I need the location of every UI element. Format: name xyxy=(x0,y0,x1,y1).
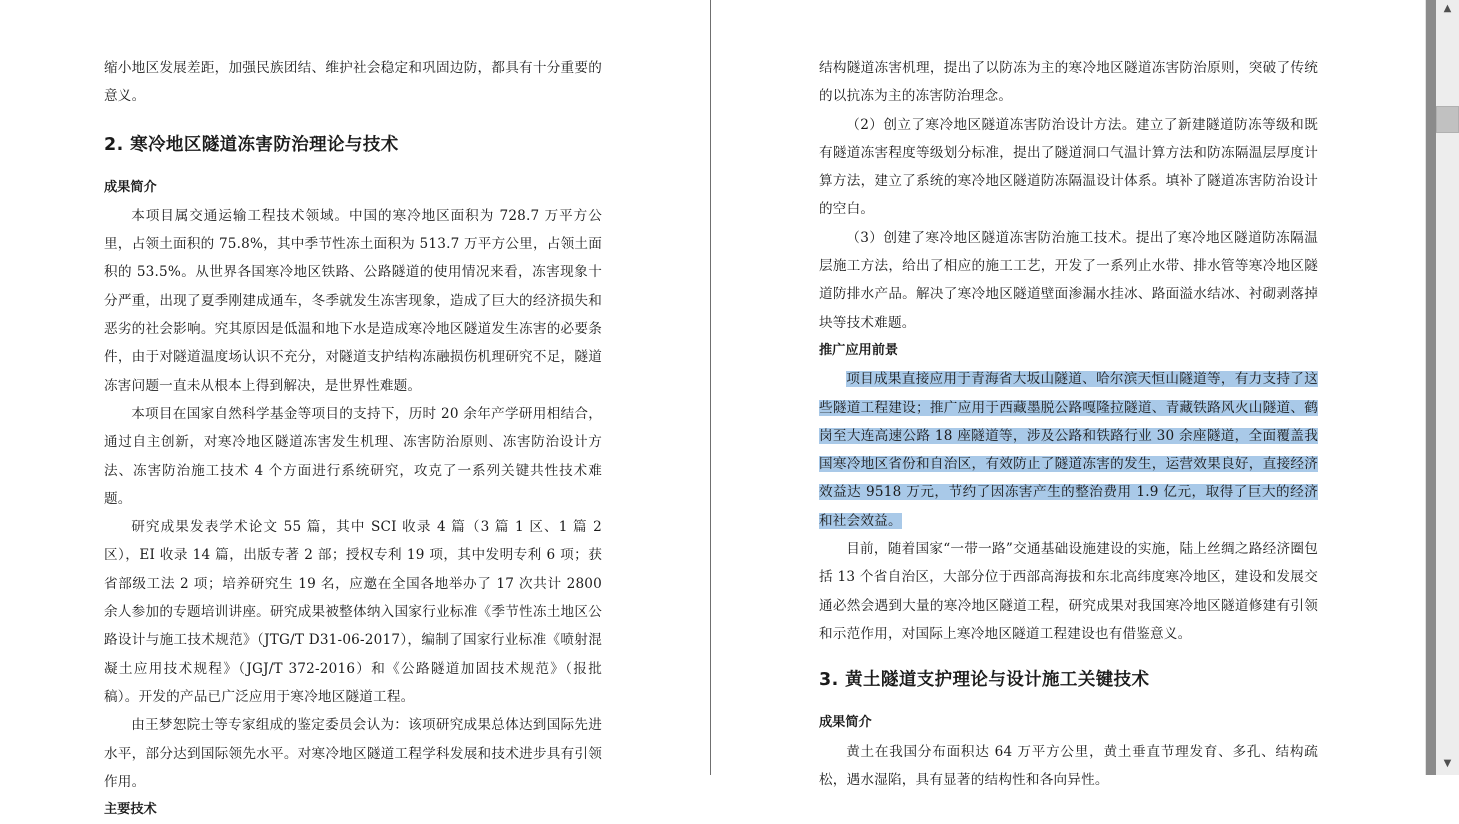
paragraph: 本项目在国家自然科学基金等项目的支持下，历时 20 余年产学研用相结合，通过自主创新，对寒冷地区隧道冻害发生机理、冻害防治原则、冻害防治设计方法、冻害防治施工技术 4 个方面进行系统研究，攻克了一系列关键共性技术难题。 xyxy=(104,405,602,507)
paragraph: （2）创立了寒冷地区隧道冻害防治设计方法。建立了新建隧道防冻等级和既有隧道冻害程度等级划分标准，提出了隧道洞口气温计算方法和防冻隔温层厚度计算方法，建立了系统的寒冷地区隧道防冻隔温设计体系。填补了隧道冻害防治设计的空白。 xyxy=(819,116,1318,218)
subheading: 主要技术 xyxy=(104,802,157,818)
right-page xyxy=(711,0,1425,788)
scrollbar-thumb[interactable] xyxy=(1436,106,1459,133)
paragraph: 缩小地区发展差距，加强民族团结、维护社会稳定和巩固边防，都具有十分重要的意义。 xyxy=(104,60,602,105)
subheading: 成果简介 xyxy=(104,179,157,195)
paragraph: 研究成果发表学术论文 55 篇，其中 SCI 收录 4 篇（3 篇 1 区、1 篇 2 区），EI 收录 14 篇，出版专著 2 部；授权专利 19 项，其中发明专利 6 项；获省部级工法 2 项；培养研究生 19 名，应邀在全国各地举办了 17 次共计 2800 余人参加的专题培训讲座。研究成果被整体纳入国家行业标准《季节性冻土地区公路设计与施工技术规范》（JTG/T D31-06-2017），编制了国家行业标准《喷射混凝土应用技术规程》（JGJ/T 372-2016）和《公路隧道加固技术规范》（报批稿）。开发的产品已广泛应用于寒冷地区隧道工程。 xyxy=(104,519,602,705)
paragraph: 结构隧道冻害机理，提出了以防冻为主的寒冷地区隧道冻害防治原则，突破了传统的以抗冻为主的冻害防治理念。 xyxy=(819,60,1318,105)
highlighted-paragraph[interactable] xyxy=(819,365,1318,535)
right-page-content xyxy=(819,54,1318,794)
paragraph: 黄土在我国分布面积达 64 万平方公里，黄土垂直节理发育、多孔、结构疏松，遇水湿陷，具有显著的结构性和各向异性。 xyxy=(819,743,1318,788)
scrollbar-gutter xyxy=(1426,0,1436,775)
paragraph: 本项目属交通运输工程技术领域。中国的寒冷地区面积为 728.7 万平方公里，占领土面积的 75.8%，其中季节性冻土面积为 513.7 万平方公里，占领土面积的 53.5%。从世界各国寒冷地区铁路、公路隧道的使用情况来看，冻害现象十分严重，出现了夏季刚建成通车，冬季就发生冻害现象，造成了巨大的经济损失和恶劣的社会影响。究其原因是低温和地下水是造成寒冷地区隧道发生冻害的必要条件，由于对隧道温度场认识不充分，对隧道支护结构冻融损伤机理研究不足，隧道冻害问题一直未从根本上得到解决，是世界性难题。 xyxy=(104,207,602,394)
section-heading: 3. 黄土隧道支护理论与设计施工关键技术 xyxy=(819,670,1150,691)
paragraph: 目前，随着国家“一带一路”交通基础设施建设的实施，陆上丝绸之路经济圈包括 13 个省自治区，大部分位于西部高海拔和东北高纬度寒冷地区，建设和发展交通必然会遇到大量的寒冷地区隧道工程，研究成果对我国寒冷地区隧道修建有引领和示范作用，对国际上寒冷地区隧道工程建设也有借鉴意义。 xyxy=(819,541,1318,642)
vertical-scrollbar[interactable] xyxy=(1425,0,1458,775)
paragraph: （3）创建了寒冷地区隧道冻害防治施工技术。提出了寒冷地区隧道防冻隔温层施工方法，给出了相应的施工工艺，开发了一系列止水带、排水管等寒冷地区隧道防排水产品。解决了寒冷地区隧道壁面渗漏水挂冰、路面溢水结冰、衬砌剥落掉块等技术难题。 xyxy=(819,229,1318,331)
paragraph: 由王梦恕院士等专家组成的鉴定委员会认为：该项研究成果总体达到国际先进水平，部分达到国际领先水平。对寒冷地区隧道工程学科发展和技术进步具有引领作用。 xyxy=(104,717,602,790)
left-page xyxy=(0,0,710,818)
left-page-content xyxy=(104,54,602,824)
scroll-down-arrow-icon[interactable]: ▼ xyxy=(1443,757,1452,769)
text-selection[interactable]: 项目成果直接应用于青海省大坂山隧道、哈尔滨天恒山隧道等，有力支持了这些隧道工程建设；推广应用于西藏墨脱公路嘎隆拉隧道、青藏铁路风火山隧道、鹤岗至大连高速公路 18 座隧道等，涉及公路和铁路行业 30 余座隧道，全面覆盖我国寒冷地区省份和自治区，有效防止了隧道冻害的发生，运营效果良好，直接经济效益达 9518 万元，节约了因冻害产生的整治费用 1.9 亿元，取得了巨大的经济和社会效益。 xyxy=(819,371,1318,529)
subheading: 推广应用前景 xyxy=(819,342,899,358)
section-heading: 2. 寒冷地区隧道冻害防治理论与技术 xyxy=(104,134,399,155)
subheading: 成果简介 xyxy=(819,715,872,731)
scroll-up-arrow-icon[interactable]: ▲ xyxy=(1443,2,1452,14)
